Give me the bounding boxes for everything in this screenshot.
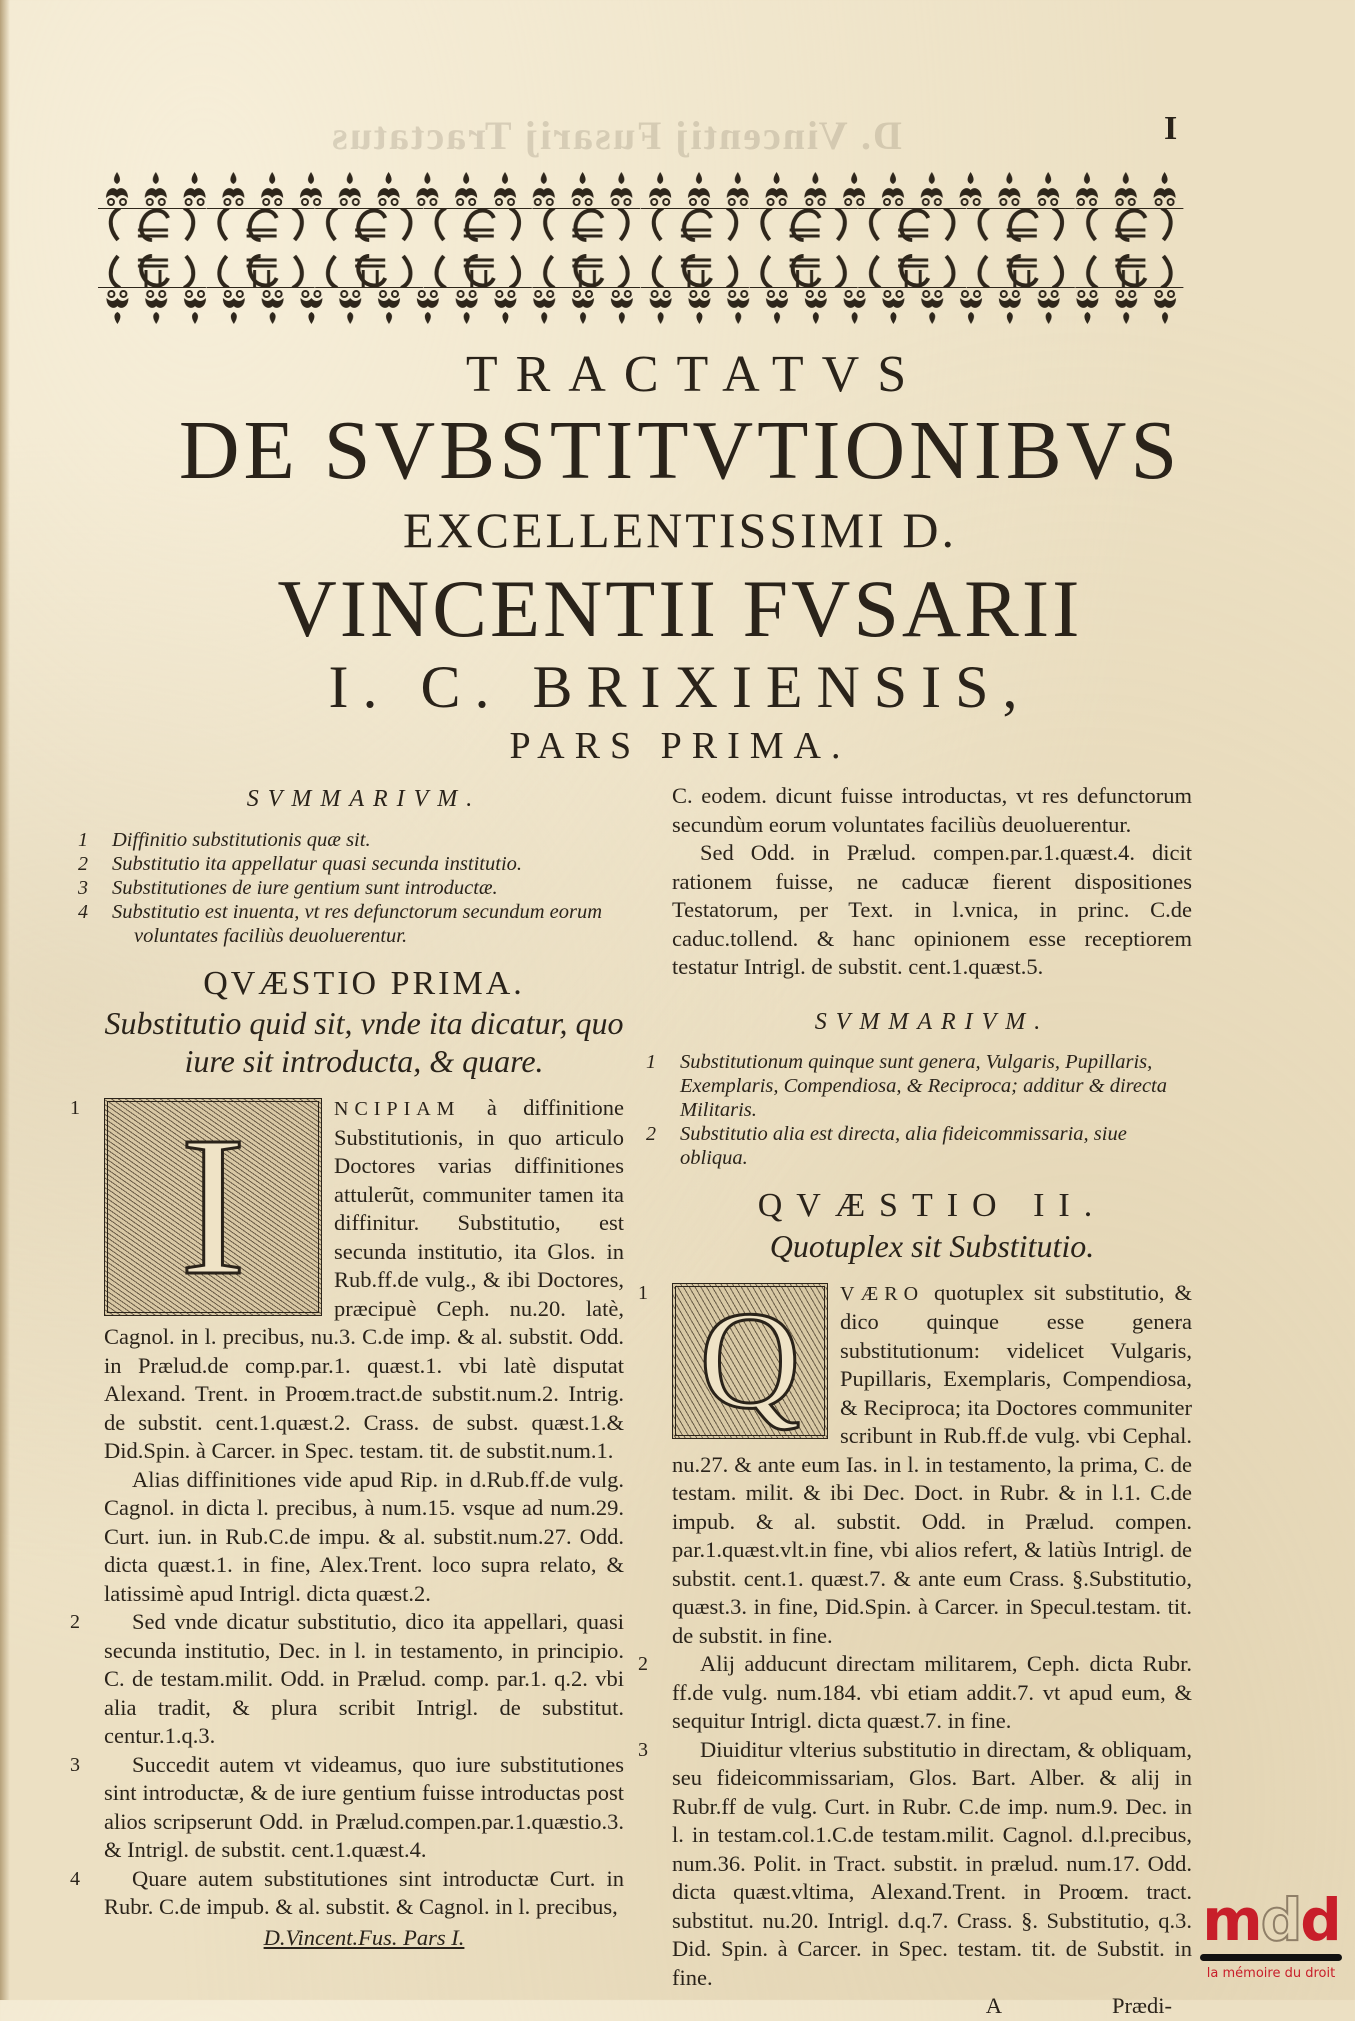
margin-number: 3 — [70, 1753, 80, 1776]
title-line-pars-prima: PARS PRIMA. — [509, 725, 851, 767]
left-column — [70, 785, 625, 1952]
margin-number: 1 — [638, 1281, 648, 1304]
title-line-author: VINCENTII FVSARII — [277, 563, 1083, 654]
summarium-item: 2 Substitutio ita appellatur quasi secunda institutio. — [78, 852, 523, 875]
margin-number: 1 — [70, 1097, 80, 1119]
question-subtitle: Quotuplex sit Substitutio. — [769, 1227, 1095, 1264]
margin-number: 2 — [638, 1653, 648, 1675]
summarium-item: 2 Substitutio alia est directa, alia fideicommissaria, siue obliqua. — [646, 1123, 1127, 1169]
paragraph: 1 I NCIPIAM à diffinitione Substitutionis, in quo articulo Doctores varias diffinitiones attulerũt, communiter tamen ita diffinitur. Substitutio, est secunda institutio, ita Glos. in Rub.ff.de vulg., & ibi Doctores, præcipuè Ceph. nu.20. latè, Cagnol. in l. precibus, nu.3. C.de imp. & al. substit. Odd. in Prælud.de comp.par.1. quæst.1. vbi latè disputat Alexand. Trent. in Proœm.tract.de substit.num.2. Intrig. de substit. cent.1.quæst.2. Crass. de subst. quæst.1.& Did.Spin. à Carcer. in Spec. testam. tit. de substit.num.1. — [70, 1095, 625, 1463]
paragraph: C. eodem. dicunt fuisse introductas, vt res defunctorum secundùm eorum voluntates faciliùs deuoluerentur. — [672, 783, 1192, 837]
logo-underline-bar — [1200, 1954, 1342, 1961]
question-heading: QVÆSTIO II. — [757, 1187, 1107, 1224]
paragraph: Sed Odd. in Prælud. compen.par.1.quæst.4. dicit rationem fuisse, ne caducæ fierent dispositiones Testatorum, per Text. in l.vnica, in princ. C.de caduc.tollend. & hanc opinionem esse receptiorem testatur Intrigl. de substit. cent.1.quæst.5. — [672, 840, 1192, 979]
foliate-initial — [672, 1283, 828, 1439]
paragraph: 4 Quare autem substitutiones sint introductæ Curt. in Rubr. C.de impub. & al. substit. & Cagnol. in l. precibus, — [70, 1865, 624, 1919]
title-line-tractatus: TRACTATVS — [465, 346, 925, 403]
right-column — [638, 782, 1192, 2021]
summarium-item: 4 Substitutio est inuenta, vt res defunctorum secundum eorum voluntates faciliùs deuoluerentur. — [78, 900, 603, 947]
summarium-item: 1 Substitutionum quinque sunt genera, Vulgaris, Pupillaris, Exemplaris, Compendiosa, & Reciproca; additur & directa Militaris. — [646, 1051, 1167, 1121]
page-binding-edge — [0, 0, 10, 2000]
summarium-item: 3 Substitutiones de iure gentium sunt introductæ. — [78, 876, 498, 899]
paragraph: 1 Q VÆRO quotuplex sit substitutio, & dico quinque esse genera substitutionum: videlicet Vulgaris, Pupillaris, Exemplaris, Compendiosa, & Reciproca; ita Doctores communiter scribunt in Rub.ff.de vulg. vbi Cephal. nu.27. & ante eum Ias. in l. in testamento, la prima, C. de testam. milit. & ibi Dec. Doct. in Rubr. & in l.1. C.de impub. & al. substit. Odd. in Prælud. compen. par.1.quæst.vlt.in fine, vbi alios refert, & latiùs Intrigl. de substit. cent.1. quæst.7. & ante eum Crass. §.Substitutio, quæst.3. in fine, Did.Spin. à Carcer. in Specul.testam. tit. de substit. in fine. — [638, 1279, 1192, 1648]
dropcap-letter: Q — [699, 1282, 801, 1438]
signature-mark: A — [985, 1993, 1002, 2018]
paragraph: Alias diffinitiones vide apud Rip. in d.Rub.ff.de vulg. Cagnol. in dicta l. precibus, à num.15. vsque ad num.29. Curt. iun. in Rub.C.de impu. & al. substit.num.27. Odd. dicta quæst.1. in fine, Alex.Trent. loco supra relato, & latissimè apud Intrigl. dicta quæst.2. — [104, 1466, 624, 1606]
catchword-line — [672, 1992, 1192, 2021]
title-line-excellentissimi: EXCELLENTISSIMI D. — [403, 502, 957, 558]
logo-tagline: la mémoire du droit — [1206, 1966, 1336, 1981]
margin-number: 2 — [70, 1611, 80, 1633]
title-line-brixiensis: I. C. BRIXIENSIS, — [328, 654, 1032, 720]
question-subtitle: Substitutio quid sit, vnde ita dicatur, quo iure sit introducta, & quare. — [104, 1005, 624, 1079]
historiated-initial — [104, 1098, 322, 1316]
dropcap-letter: I — [179, 1096, 247, 1317]
summarium-heading: SVMMARIVM. — [246, 786, 482, 812]
paragraph: 3 Succedit autem vt videamus, quo iure substitutiones sint introductæ, & de iure gentium fuisse introductas post alios scripserunt Odd. in Prælud.compen.par.1.quæstio.3. & Intrigl. de substit. cent.1.quæst.4. — [70, 1751, 624, 1862]
signature-line: D.Vincent.Fus. Pars I. — [263, 1924, 465, 1950]
bleed-through-header: D. Vincentij Fusarij Tractatus — [330, 113, 902, 158]
title-block — [80, 345, 1280, 773]
opening-smallcaps: NCIPIAM — [334, 1098, 461, 1120]
question-heading: QVÆSTIO PRIMA. — [203, 964, 525, 1002]
margin-number: 3 — [638, 1738, 648, 1761]
summarium-item: 1 Diffinitio substitutionis quæ sit. — [78, 828, 371, 851]
paragraph: 3 Diuiditur vlterius substitutio in directam, & obliquam, seu fideicommissariam, Glos. Bart. Alber. & alij in Rubr.ff de vulg. Curt. in Rubr. C.de imp. num.9. Dec. in l. in testam.col.1.C.de testam.milit. Cagnol. d.l.precibus, num.36. Polit. in Tract. substit. in prælud. num.17. Odd. dicta quæst.vltima, Alexand.Trent. in Proœm. tract. substitut. nu.20. Intrigl. d.q.7. Crass. §. Substitutio, q.3. Did. Spin. à Carcer. in Spec. testam. tit. de Substit. in fine. — [638, 1736, 1192, 1990]
margin-number: 4 — [70, 1867, 80, 1890]
title-line-de-substitutionibus: DE SVBSTITVTIONIBVS — [178, 404, 1182, 497]
opening-smallcaps: VÆRO — [840, 1282, 925, 1305]
ornamental-headpiece — [98, 168, 1184, 328]
paragraph: 2 Alij adducunt directam militarem, Ceph. dicta Rubr. ff.de vulg. num.184. vbi etiam addit.7. vt apud eum, & sequitur Intrigl. dicta quæst.7. in fine. — [638, 1651, 1192, 1733]
logo-wordmark: mdd — [1202, 1886, 1340, 1954]
catchword: Prædi- — [1111, 1993, 1172, 2018]
folio-number: I — [1164, 110, 1178, 147]
summarium-heading: SVMMARIVM. — [814, 1008, 1050, 1035]
paragraph: 2 Sed vnde dicatur substitutio, dico ita appellari, quasi secunda institutio, Dec. in l. in testamento, in principio. C. de testam.milit. Odd. in Prælud. comp. par.1. q.2. vbi alia tradit, & plura scribit Intrigl. de substitut. centur.1.q.3. — [70, 1609, 624, 1748]
mdd-watermark-logo — [1196, 1886, 1346, 1981]
